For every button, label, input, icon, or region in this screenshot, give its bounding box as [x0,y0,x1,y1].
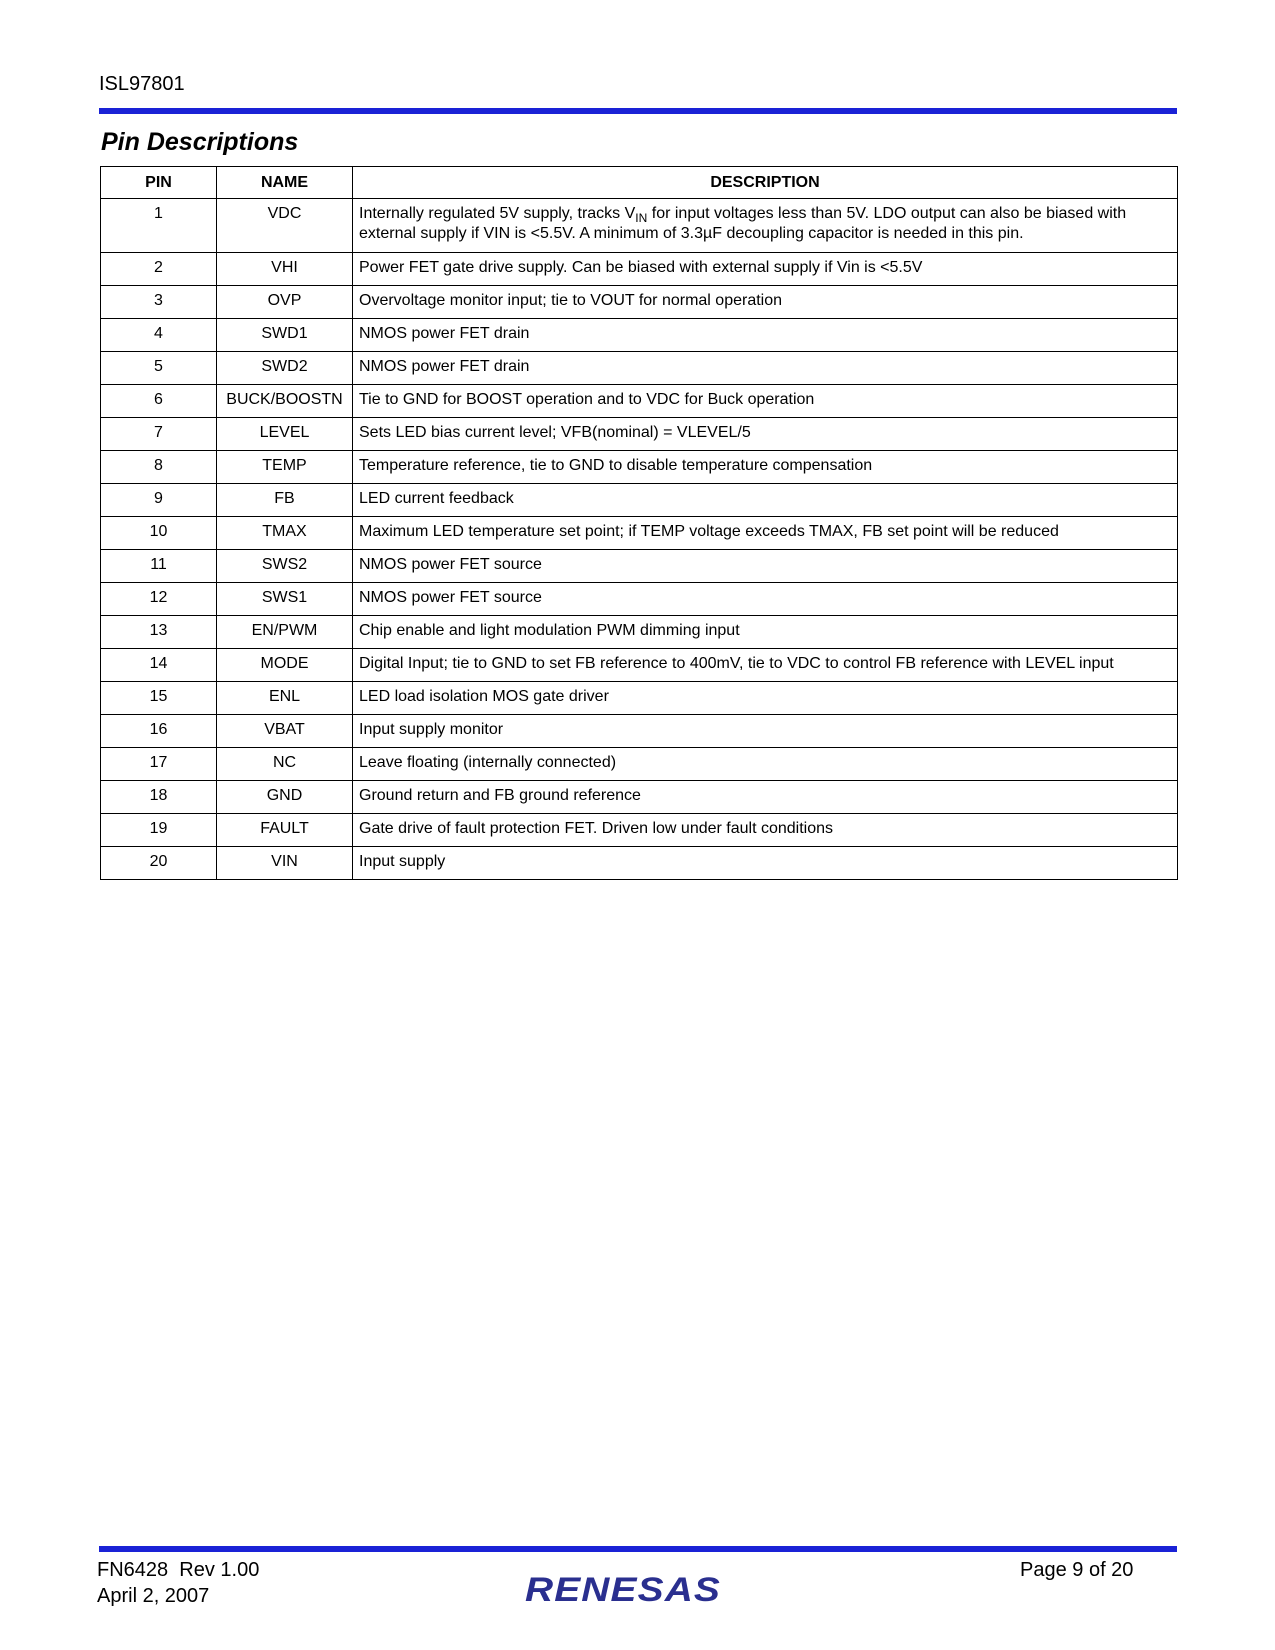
pin-name: EN/PWM [217,616,353,649]
column-header-pin: PIN [101,167,217,199]
table-row [101,517,1178,550]
pin-name: NC [217,748,353,781]
pin-name: SWS1 [217,583,353,616]
table-row [101,550,1178,583]
pin-description: Input supply [353,847,1178,880]
pin-number: 20 [101,847,217,880]
pin-number: 17 [101,748,217,781]
table-row [101,484,1178,517]
pin-name: ENL [217,682,353,715]
pin-number: 3 [101,286,217,319]
pin-description: Overvoltage monitor input; tie to VOUT for normal operation [353,286,1178,319]
pin-description: NMOS power FET drain [353,319,1178,352]
table-row [101,451,1178,484]
description-text: Internally regulated 5V supply, tracks V [359,205,636,222]
pin-number: 7 [101,418,217,451]
pin-description: Power FET gate drive supply. Can be biased with external supply if Vin is <5.5V [353,253,1178,286]
pin-name: VDC [217,199,353,253]
table-row [101,649,1178,682]
doc-revision: FN6428 Rev 1.00 [97,1559,260,1581]
table-row [101,847,1178,880]
column-header-description: DESCRIPTION [353,167,1178,199]
pin-number: 4 [101,319,217,352]
renesas-logo [518,1566,728,1610]
pin-name: GND [217,781,353,814]
pin-name: BUCK/BOOSTN [217,385,353,418]
document-id: ISL97801 [99,73,185,95]
column-header-name: NAME [217,167,353,199]
pin-number: 10 [101,517,217,550]
pin-name: LEVEL [217,418,353,451]
pin-description: NMOS power FET drain [353,352,1178,385]
pin-name: TEMP [217,451,353,484]
table-row [101,781,1178,814]
pin-name: MODE [217,649,353,682]
pin-number: 2 [101,253,217,286]
pin-number: 18 [101,781,217,814]
pin-number: 9 [101,484,217,517]
pin-name: VIN [217,847,353,880]
pin-name: SWD2 [217,352,353,385]
pin-description: Tie to GND for BOOST operation and to VDC for Buck operation [353,385,1178,418]
table-row [101,616,1178,649]
logo-wordmark: RENESAS [525,1571,721,1609]
pin-description: Ground return and FB ground reference [353,781,1178,814]
pin-number: 5 [101,352,217,385]
pin-number: 14 [101,649,217,682]
pin-description: Leave floating (internally connected) [353,748,1178,781]
pin-number: 15 [101,682,217,715]
table-row [101,418,1178,451]
pin-name: SWD1 [217,319,353,352]
pin-description: LED current feedback [353,484,1178,517]
pin-description: Maximum LED temperature set point; if TEMP voltage exceeds TMAX, FB set point will be reduced [353,517,1178,550]
pin-number: 1 [101,199,217,253]
table-row [101,352,1178,385]
pin-name: VHI [217,253,353,286]
pin-number: 8 [101,451,217,484]
pin-name: FB [217,484,353,517]
pin-number: 16 [101,715,217,748]
pin-number: 12 [101,583,217,616]
pin-number: 11 [101,550,217,583]
table-row [101,385,1178,418]
table-row [101,253,1178,286]
pin-descriptions-table [100,166,1178,880]
table-row [101,748,1178,781]
table-row [101,199,1178,253]
pin-name: TMAX [217,517,353,550]
pin-description: NMOS power FET source [353,583,1178,616]
pin-name: FAULT [217,814,353,847]
doc-date: April 2, 2007 [97,1585,210,1607]
pin-description: Temperature reference, tie to GND to disable temperature compensation [353,451,1178,484]
pin-number: 13 [101,616,217,649]
table-row [101,286,1178,319]
pin-description: Input supply monitor [353,715,1178,748]
pin-description [353,199,1178,253]
pin-name: VBAT [217,715,353,748]
table-row [101,583,1178,616]
pin-description: Digital Input; tie to GND to set FB reference to 400mV, tie to VDC to control FB reference with LEVEL input [353,649,1178,682]
pin-name: SWS2 [217,550,353,583]
pin-number: 19 [101,814,217,847]
pin-description: Sets LED bias current level; VFB(nominal) = VLEVEL/5 [353,418,1178,451]
pin-name: OVP [217,286,353,319]
pin-description: NMOS power FET source [353,550,1178,583]
section-title: Pin Descriptions [101,128,299,156]
description-text: for input voltages less than 5V. LDO output can also be biased with external supply if VIN is <5.5V. A minimum of 3.3µF decoupling capacitor is needed in this pin. [359,205,1127,242]
footer-doc-info [97,1557,259,1609]
header-rule [99,108,1177,114]
pin-number: 6 [101,385,217,418]
table-header-row [101,167,1178,199]
pin-description: Chip enable and light modulation PWM dimming input [353,616,1178,649]
table-row [101,682,1178,715]
table-row [101,715,1178,748]
footer-rule [99,1546,1177,1552]
description-subscript: IN [635,211,648,225]
table-row [101,319,1178,352]
table-row [101,814,1178,847]
page-number: Page 9 of 20 [1020,1559,1134,1581]
pin-description: Gate drive of fault protection FET. Driven low under fault conditions [353,814,1178,847]
pin-description: LED load isolation MOS gate driver [353,682,1178,715]
